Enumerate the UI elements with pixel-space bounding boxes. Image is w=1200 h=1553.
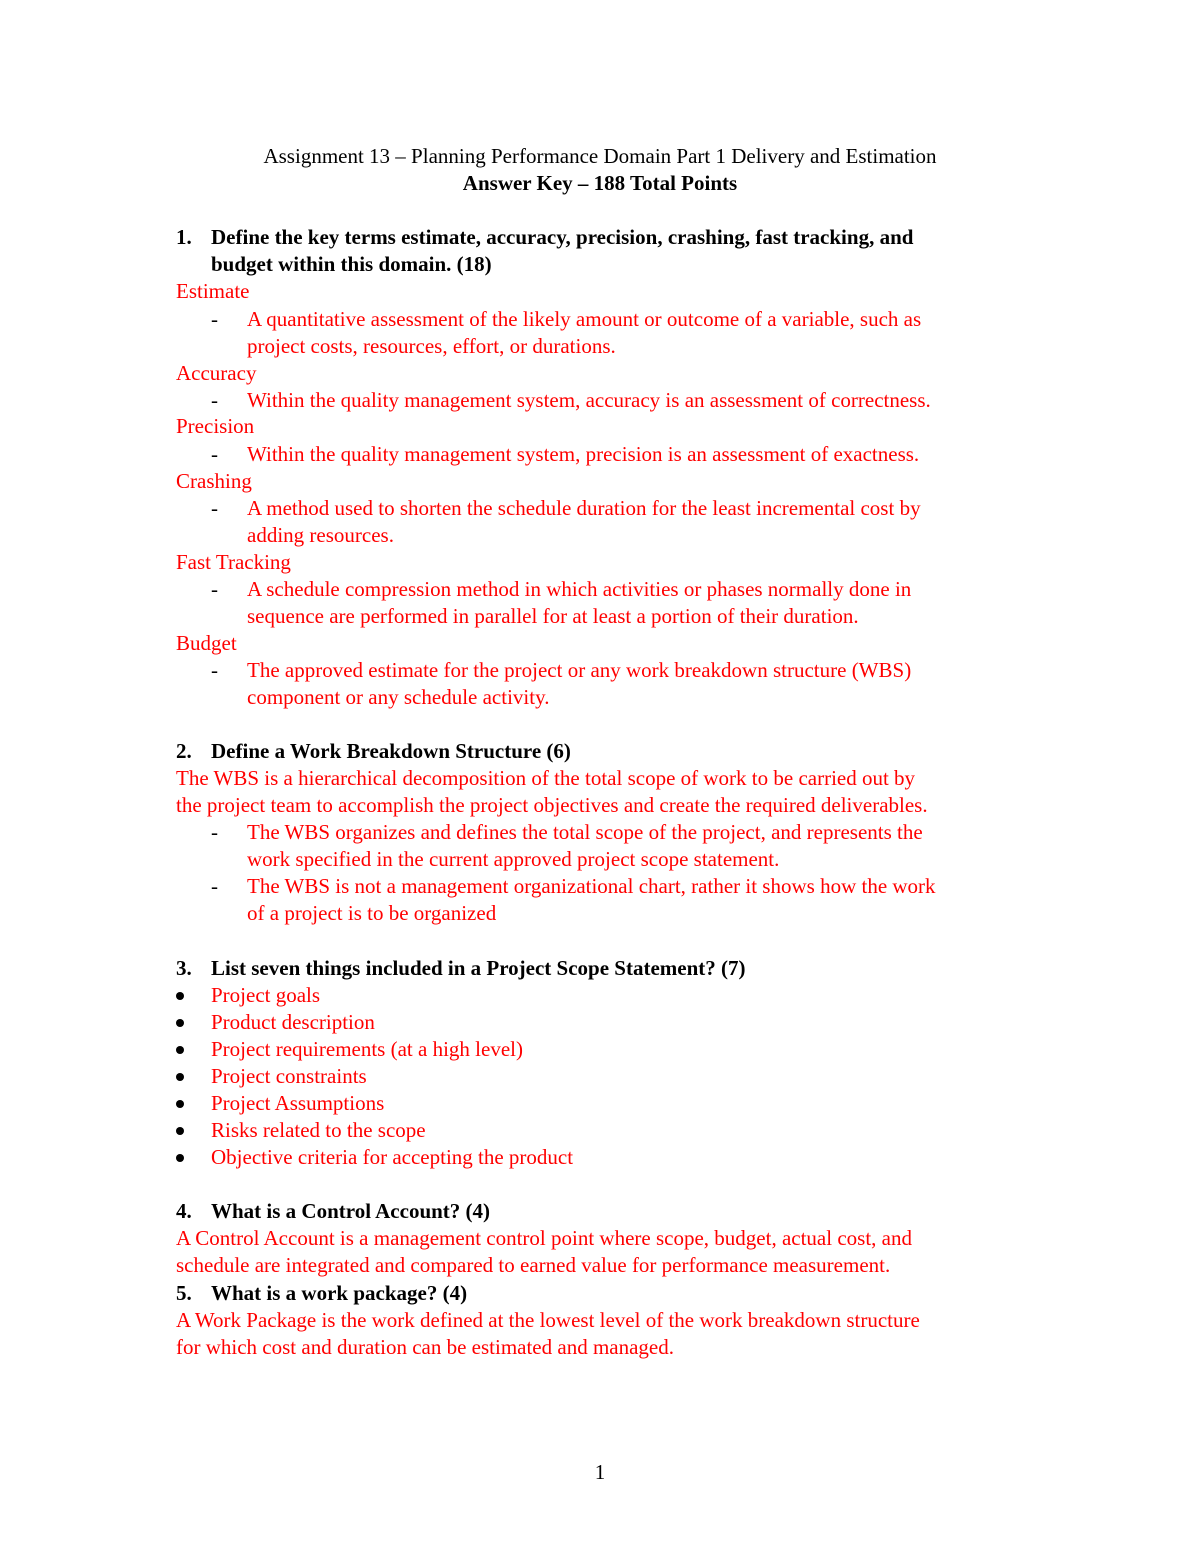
wbs-point-2 — [211, 873, 1031, 927]
definition-fast-tracking — [211, 576, 1031, 630]
question-1-continued: budget within this domain. (18) — [211, 252, 492, 276]
answer-2 — [176, 765, 1036, 819]
question-text: What is a Control Account? (4) — [211, 1199, 491, 1223]
question-5 — [176, 1280, 1036, 1307]
question-3 — [176, 955, 1036, 982]
definition-crashing — [211, 495, 1031, 549]
point-line: of a project is to be organized — [247, 901, 497, 925]
point-line: work specified in the current approved project scope statement. — [247, 847, 780, 871]
dash-marker: - — [211, 658, 218, 682]
list-item — [176, 982, 320, 1009]
wbs-point-1 — [211, 819, 1031, 873]
definition-line: project costs, resources, effort, or durations. — [247, 334, 616, 358]
question-number: 5. — [176, 1281, 192, 1305]
list-item-text: Project Assumptions — [211, 1091, 385, 1115]
question-text: Define the key terms estimate, accuracy, precision, crashing, fast tracking, and — [211, 225, 914, 249]
list-item — [176, 1090, 384, 1117]
question-number: 4. — [176, 1199, 192, 1223]
answer-4 — [176, 1225, 1036, 1279]
question-2 — [176, 738, 1036, 765]
dash-marker: - — [211, 388, 218, 412]
term-estimate: Estimate — [176, 279, 250, 303]
dash-marker: - — [211, 874, 218, 898]
answer-line: A Control Account is a management control point where scope, budget, actual cost, and — [176, 1226, 912, 1250]
dash-marker: - — [211, 577, 218, 601]
definition-line: sequence are performed in parallel for at least a portion of their duration. — [247, 604, 859, 628]
question-number: 1. — [176, 225, 192, 249]
definition-line: A method used to shorten the schedule duration for the least incremental cost by — [247, 496, 921, 520]
definition-line: A schedule compression method in which activities or phases normally done in — [247, 577, 912, 601]
definition-line: A quantitative assessment of the likely amount or outcome of a variable, such as — [247, 307, 922, 331]
definition-accuracy — [211, 387, 1031, 414]
list-item — [176, 1036, 523, 1063]
definition-precision — [211, 441, 1031, 468]
definition-line: Within the quality management system, precision is an assessment of exactness. — [247, 442, 920, 466]
list-item-text: Risks related to the scope — [211, 1118, 426, 1142]
list-item-text: Product description — [211, 1010, 375, 1034]
answer-line: the project team to accomplish the project objectives and create the required deliverables. — [176, 793, 928, 817]
term-fast-tracking: Fast Tracking — [176, 550, 291, 574]
bullet-icon — [176, 1046, 184, 1054]
dash-marker: - — [211, 442, 218, 466]
bullet-icon — [176, 992, 184, 1000]
list-item — [176, 1009, 375, 1036]
question-4 — [176, 1198, 1036, 1225]
definition-line: adding resources. — [247, 523, 394, 547]
question-1 — [176, 224, 1036, 251]
dash-marker: - — [211, 820, 218, 844]
document-subtitle: Answer Key – 188 Total Points — [462, 171, 738, 195]
question-text: Define a Work Breakdown Structure (6) — [211, 739, 571, 763]
point-line: The WBS organizes and defines the total scope of the project, and represents the — [247, 820, 923, 844]
question-number: 2. — [176, 739, 192, 763]
list-item-text: Project goals — [211, 983, 321, 1007]
definition-line: component or any schedule activity. — [247, 685, 550, 709]
bullet-icon — [176, 1019, 184, 1027]
bullet-icon — [176, 1154, 184, 1162]
dash-marker: - — [211, 496, 218, 520]
question-text: What is a work package? (4) — [211, 1281, 468, 1305]
bullet-icon — [176, 1100, 184, 1108]
answer-line: The WBS is a hierarchical decomposition of the total scope of work to be carried out by — [176, 766, 916, 790]
list-item-text: Objective criteria for accepting the product — [211, 1145, 574, 1169]
answer-line: schedule are integrated and compared to earned value for performance measurement. — [176, 1253, 891, 1277]
list-item — [176, 1117, 426, 1144]
definition-budget — [211, 657, 1031, 711]
definition-estimate — [211, 306, 1031, 360]
bullet-icon — [176, 1127, 184, 1135]
point-line: The WBS is not a management organizational chart, rather it shows how the work — [247, 874, 936, 898]
dash-marker: - — [211, 307, 218, 331]
list-item — [176, 1144, 573, 1171]
list-item-text: Project constraints — [211, 1064, 367, 1088]
term-precision: Precision — [176, 414, 255, 438]
list-item-text: Project requirements (at a high level) — [211, 1037, 523, 1061]
question-number: 3. — [176, 956, 192, 980]
answer-line: for which cost and duration can be estimated and managed. — [176, 1335, 674, 1359]
question-text: List seven things included in a Project Scope Statement? (7) — [211, 956, 746, 980]
bullet-icon — [176, 1073, 184, 1081]
term-accuracy: Accuracy — [176, 361, 257, 385]
document-title: Assignment 13 – Planning Performance Domain Part 1 Delivery and Estimation — [263, 144, 937, 168]
definition-line: The approved estimate for the project or any work breakdown structure (WBS) — [247, 658, 912, 682]
answer-5 — [176, 1307, 1036, 1361]
definition-line: Within the quality management system, accuracy is an assessment of correctness. — [247, 388, 931, 412]
list-item — [176, 1063, 367, 1090]
page-number: 1 — [594, 1460, 606, 1484]
term-budget: Budget — [176, 631, 237, 655]
answer-line: A Work Package is the work defined at the lowest level of the work breakdown structure — [176, 1308, 920, 1332]
term-crashing: Crashing — [176, 469, 252, 493]
